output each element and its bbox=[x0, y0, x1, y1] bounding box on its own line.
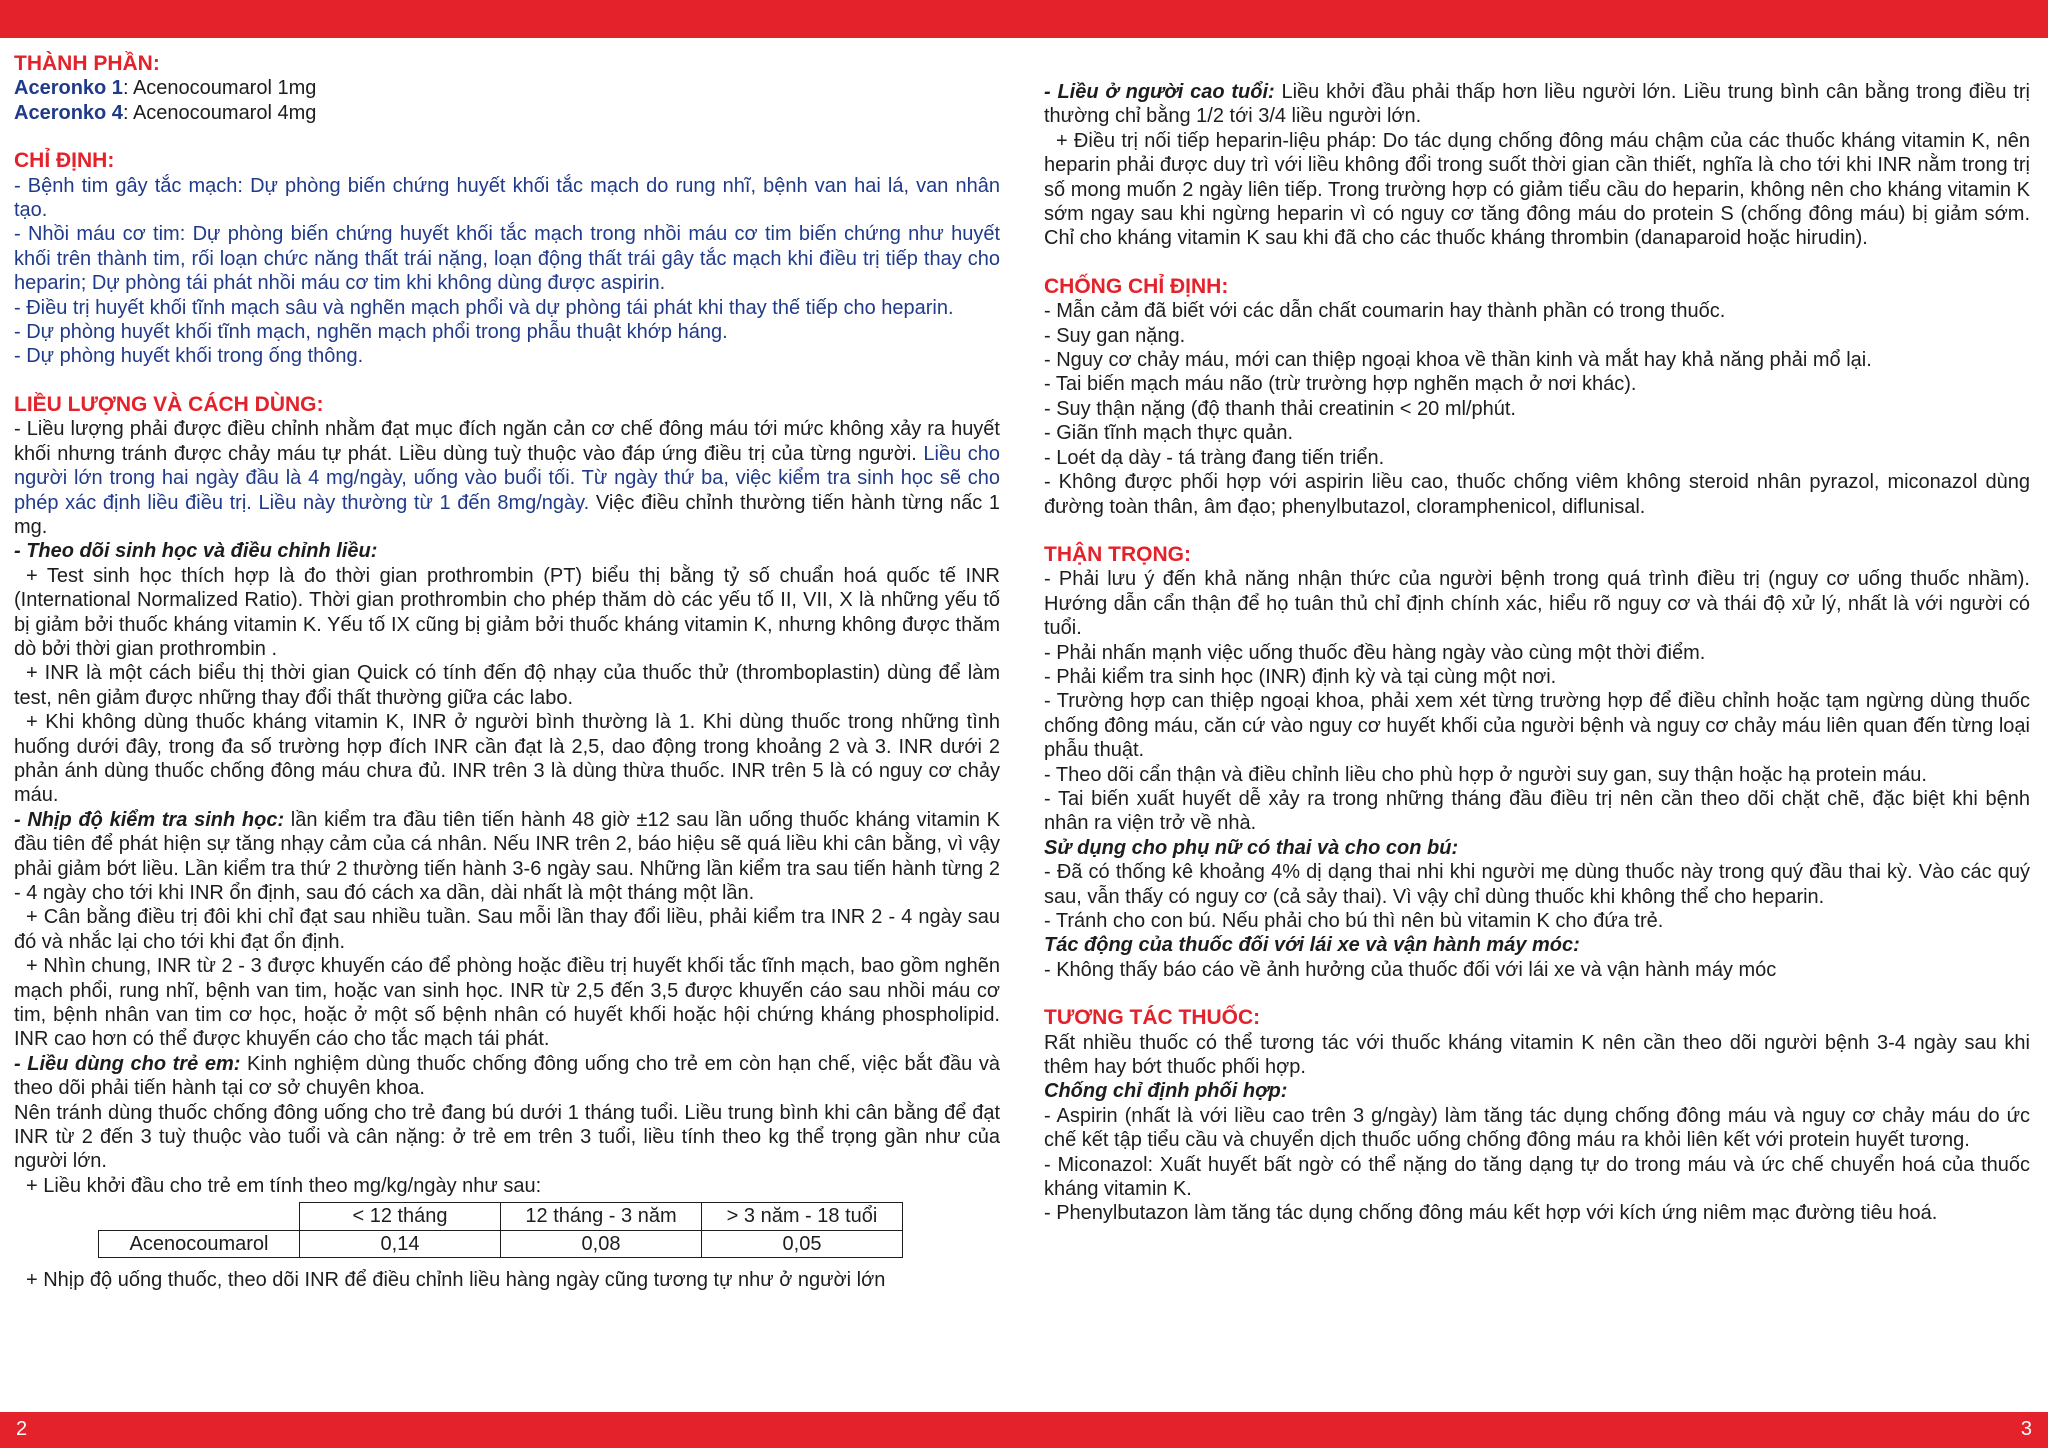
heading-lieu-luong: LIỀU LƯỢNG VÀ CÁCH DÙNG: bbox=[14, 392, 324, 416]
paragraph: Nên tránh dùng thuốc chống đông uống cho trẻ đang bú dưới 1 tháng tuổi. Liều trung bình khi cân bằng để đạt INR từ 2 đến 3 tuỳ thuộc vào tuổi và cân nặng: ở trẻ em trên 3 tuổi, liều tính theo kg thể trọng gần như của người lớn. bbox=[14, 1101, 1000, 1173]
page-number-right: 3 bbox=[2020, 1418, 2032, 1440]
pregnancy-item: - Đã có thống kê khoảng 4% dị dạng thai nhi khi người mẹ dùng thuốc này trong quý đầu thai kỳ. Vào các quý sau, vẫn thấy có nguy cơ (cả sảy thai). Vì vậy chỉ dùng thuốc khi không thể cho heparin. bbox=[1044, 861, 2030, 908]
precaution-item: - Phải nhấn mạnh việc uống thuốc đều hàng ngày vào cùng một thời điểm. bbox=[1044, 641, 1706, 664]
subheading-theo-doi: - Theo dõi sinh học và điều chỉnh liều: bbox=[14, 540, 378, 563]
subheading-pregnancy: Sử dụng cho phụ nữ có thai và cho con bú: bbox=[1044, 836, 1459, 859]
composition-item: Aceronko 1: Acenocoumarol 1mg bbox=[14, 77, 317, 100]
paragraph-nhip-do: - Nhịp độ kiểm tra sinh học: lần kiểm tra đầu tiên tiến hành 48 giờ ±12 sau lần uống thuốc kháng vitamin K đầu tiên để phát hiện sự tăng nhạy cảm của cá nhân. Nếu INR trên 2, báo hiệu sẽ quá liều khi cân bằng, vì vậy phải giảm bớt liều. Lần kiểm tra thứ 2 thường tiến hành 3-6 ngày sau. Những lần kiểm tra sau tiến hành từng 2 - 4 ngày cho tới khi INR ổn định, sau đó cách xa dần, dài nhất là một tháng một lần. bbox=[14, 808, 1000, 904]
contraindication-item: - Mẫn cảm đã biết với các dẫn chất coumarin hay thành phần có trong thuốc. bbox=[1044, 300, 1726, 323]
table-cell: 0,14 bbox=[300, 1230, 501, 1257]
contraindication-item: - Giãn tĩnh mạch thực quản. bbox=[1044, 422, 1294, 445]
paragraph: + Liều khởi đầu cho trẻ em tính theo mg/kg/ngày như sau: bbox=[26, 1174, 542, 1197]
contraindication-item: - Loét dạ dày - tá tràng đang tiến triển. bbox=[1044, 446, 1385, 469]
dosage-intro: - Liều lượng phải được điều chỉnh nhằm đạt mục đích ngăn cản cơ chế đông máu tới mức không xảy ra huyết khối nhưng tránh được chảy máu tự phát. Liều dùng tuỳ thuộc vào đáp ứng điều trị của từng người. Liều cho người lớn trong hai ngày đầu là 4 mg/ngày, uống vào buổi tối. Từ ngày thứ ba, việc kiểm tra sinh học sẽ cho phép xác định liều điều trị. Liều này thường từ 1 đến 8mg/ngày. Việc điều chỉnh thường tiến hành từng nấc 1 mg. bbox=[14, 418, 1001, 538]
paragraph: + Nhìn chung, INR từ 2 - 3 được khuyến cáo để phòng hoặc điều trị huyết khối tắc tĩnh mạch, bao gồm nghẽn mạch phổi, rung nhĩ, bệnh van tim, hoặc van sinh học. INR từ 2,5 đến 3,5 được khuyến cáo sau nhồi máu cơ tim, bệnh nhân van tim cơ học, hoặc ở một số bệnh nhân có huyết khối hoặc hội chứng kháng phospholipid. INR cao hơn có thể được khuyến cáo cho tắc mạch tái phát. bbox=[14, 955, 1000, 1051]
table-header-cell: > 3 năm - 18 tuổi bbox=[702, 1203, 903, 1230]
heading-than-trong: THẬN TRỌNG: bbox=[1044, 542, 1191, 566]
precaution-item: - Trường hợp can thiệp ngoại khoa, phải xem xét từng trường hợp để điều chỉnh hoặc tạm ngừng dùng thuốc chống đông máu, căn cứ vào nguy cơ huyết khối của người bệnh và nguy cơ chảy máu liên quan đến từng loại phẫu thuật. bbox=[1044, 690, 2030, 762]
paragraph-cao-tuoi: - Liều ở người cao tuổi: Liều khởi đầu phải thấp hơn liều người lớn. Liều trung bình cân bằng trong điều trị thường chỉ bằng 1/2 tới 3/4 liều người lớn. bbox=[1044, 81, 2030, 128]
table-cell: Acenocoumarol bbox=[99, 1230, 300, 1257]
interaction-intro: Rất nhiều thuốc có thể tương tác với thuốc kháng vitamin K nên cần theo dõi người bệnh 3-4 ngày sau khi thêm hay bớt thuốc phối hợp. bbox=[1044, 1031, 2030, 1079]
left-column bbox=[14, 52, 1000, 1293]
heading-chi-dinh: CHỈ ĐỊNH: bbox=[14, 149, 115, 173]
table-header-row bbox=[99, 1203, 903, 1230]
paragraph: + Test sinh học thích hợp là đo thời gian prothrombin (PT) biểu thị bằng tỷ số chuẩn hoá quốc tế INR (International Normalized Ratio). Thời gian prothrombin cho phép thăm dò các yếu tố II, VII, X là những yếu tố bị giảm bởi thuốc kháng vitamin K. Yếu tố IX cũng bị giảm bởi thuốc kháng vitamin K, nhưng không được thăm dò bởi thời gian prothrombin . bbox=[14, 564, 1000, 660]
table-header-cell: 12 tháng - 3 năm bbox=[501, 1203, 702, 1230]
interaction-item: - Phenylbutazon làm tăng tác dụng chống đông máu kết hợp với kích ứng niêm mạc đường tiêu hoá. bbox=[1044, 1202, 1938, 1225]
contraindication-item: - Nguy cơ chảy máu, mới can thiệp ngoại khoa về thần kinh và mắt hay khả năng phải mổ lại. bbox=[1044, 349, 1872, 372]
paragraph: + Khi không dùng thuốc kháng vitamin K, INR ở người bình thường là 1. Khi dùng thuốc trong những tình huống dưới đây, trong đa số trường hợp đích INR cần đạt là 2,5, dao động trong khoảng 2 và 3. INR dưới 2 phản ánh dùng thuốc chống đông máu chưa đủ. INR trên 3 là dùng thừa thuốc. INR trên 5 là có nguy cơ chảy máu. bbox=[14, 711, 1000, 807]
paragraph-heparin: + Điều trị nối tiếp heparin-liệu pháp: Do tác dụng chống đông máu chậm của các thuốc kháng vitamin K, nên heparin phải được duy trì với liều không đổi trong suốt thời gian cần thiết, nghĩa là cho tới khi INR nằm trong trị số mong muốn 2 ngày liên tiếp. Trong trường hợp có giảm tiểu cầu do heparin, không nên cho kháng vitamin K sớm ngay sau khi ngừng heparin vì có nguy cơ tăng đông máu do protein S (chống đông máu) bị giảm sớm. Chỉ cho kháng vitamin K sau khi đã cho các thuốc kháng thrombin (danaparoid hoặc hirudin). bbox=[1044, 129, 2030, 250]
contraindication-item: - Không được phối hợp với aspirin liều cao, thuốc chống viêm không steroid nhân pyrazol, miconazol dùng đường toàn thân, âm đạo; phenylbutazol, cloramphenicol, diflunisal. bbox=[1044, 471, 2030, 518]
paragraph: + Cân bằng điều trị đôi khi chỉ đạt sau nhiều tuần. Sau mỗi lần thay đổi liều, phải kiểm tra INR 2 - 4 ngày sau đó và nhắc lại cho tới khi đạt ổn định. bbox=[14, 906, 1000, 953]
paragraph-tre-em: - Liều dùng cho trẻ em: Kinh nghiệm dùng thuốc chống đông uống cho trẻ em còn hạn chế, việc bắt đầu và theo dõi phải tiến hành tại cơ sở chuyên khoa. bbox=[14, 1052, 1000, 1100]
precaution-item: - Phải kiểm tra sinh học (INR) định kỳ và tại cùng một nơi. bbox=[1044, 665, 1557, 688]
subheading-interaction: Chống chỉ định phối hợp: bbox=[1044, 1080, 1288, 1103]
indication-item: - Dự phòng huyết khối trong ống thông. bbox=[14, 345, 364, 368]
driving-text: - Không thấy báo cáo về ảnh hưởng của thuốc đối với lái xe và vận hành máy móc bbox=[1044, 958, 1777, 981]
interaction-item: - Aspirin (nhất là với liều cao trên 3 g/ngày) làm tăng tác dụng chống đông máu và nguy cơ chảy máu do ức chế kết tập tiểu cầu và chuyển dịch thuốc uống chống đông máu ra khỏi liên kết với protein huyết tương. bbox=[1044, 1104, 2030, 1152]
heading-thanh-phan: THÀNH PHẦN: bbox=[14, 52, 160, 75]
indication-item: - Dự phòng huyết khối tĩnh mạch, nghẽn mạch phổi trong phẫu thuật khớp háng. bbox=[14, 321, 728, 344]
right-column bbox=[1044, 80, 2030, 1226]
table-row bbox=[99, 1230, 903, 1257]
contraindication-item: - Suy thận nặng (độ thanh thải creatinin < 20 ml/phút. bbox=[1044, 397, 1516, 420]
paragraph: + INR là một cách biểu thị thời gian Quick có tính đến độ nhạy của thuốc thử (thromboplastin) dùng để làm test, nên giảm được những thay đổi thất thường giữa các labo. bbox=[14, 662, 1000, 709]
paragraph: + Nhịp độ uống thuốc, theo dõi INR để điều chỉnh liều hàng ngày cũng tương tự như ở người lớn bbox=[26, 1269, 886, 1292]
heading-chong-chi-dinh: CHỐNG CHỈ ĐỊNH: bbox=[1044, 274, 1229, 298]
contraindication-item: - Suy gan nặng. bbox=[1044, 324, 1186, 347]
pregnancy-item: - Tránh cho con bú. Nếu phải cho bú thì nên bù vitamin K cho đứa trẻ. bbox=[1044, 910, 1664, 932]
table-header-cell bbox=[99, 1203, 300, 1230]
precaution-item: - Phải lưu ý đến khả năng nhận thức của người bệnh trong quá trình điều trị (nguy cơ uống thuốc nhầm). Hướng dẫn cẩn thận để họ tuân thủ chỉ định chính xác, hiểu rõ nguy cơ và thái độ xử lý, nhất là với người có tuổi. bbox=[1044, 568, 2030, 640]
precaution-item: - Tai biến xuất huyết dễ xảy ra trong những tháng đầu điều trị nên cần theo dõi chặt chẽ, đặc biệt khi bệnh nhân ra viện trở về nhà. bbox=[1044, 787, 2030, 835]
table-cell: 0,05 bbox=[702, 1230, 903, 1257]
indication-item: - Nhồi máu cơ tim: Dự phòng biến chứng huyết khối tắc mạch trong nhồi máu cơ tim biến chứng như huyết khối trên thành tim, rối loạn chức năng thất trái nặng, loạn động thất trái gây tắc mạch khi điều trị tiếp thay cho heparin; Dự phòng tái phát nhồi máu cơ tim khi không dùng được aspirin. bbox=[14, 223, 1000, 295]
interaction-item: - Miconazol: Xuất huyết bất ngờ có thể nặng do tăng dạng tự do trong máu và ức chế chuyển hoá của thuốc kháng vitamin K. bbox=[1044, 1153, 2030, 1201]
indication-item: - Bệnh tim gây tắc mạch: Dự phòng biến chứng huyết khối tắc mạch do rung nhĩ, bệnh van hai lá, van nhân tạo. bbox=[14, 174, 1000, 222]
brand-name: Aceronko 1 bbox=[14, 77, 123, 100]
indication-item: - Điều trị huyết khối tĩnh mạch sâu và nghẽn mạch phổi và dự phòng tái phát khi thay thế tiếp cho heparin. bbox=[14, 296, 954, 319]
precaution-item: - Theo dõi cẩn thận và điều chỉnh liều cho phù hợp ở người suy gan, suy thận hoặc hạ protein máu. bbox=[1044, 763, 1927, 786]
page-number-left: 2 bbox=[16, 1418, 28, 1440]
pediatric-dose-table bbox=[98, 1202, 903, 1258]
subheading-driving: Tác động của thuốc đối với lái xe và vận hành máy móc: bbox=[1044, 934, 1580, 957]
bottom-red-band bbox=[0, 1412, 2048, 1448]
heading-tuong-tac: TƯƠNG TÁC THUỐC: bbox=[1044, 1006, 1261, 1030]
table-header-cell: < 12 tháng bbox=[300, 1203, 501, 1230]
table-cell: 0,08 bbox=[501, 1230, 702, 1257]
composition-item: Aceronko 4: Acenocoumarol 4mg bbox=[14, 101, 317, 124]
top-red-band bbox=[0, 0, 2048, 38]
brand-name: Aceronko 4 bbox=[14, 101, 123, 124]
contraindication-item: - Tai biến mạch máu não (trừ trường hợp nghẽn mạch ở nơi khác). bbox=[1044, 373, 1637, 396]
